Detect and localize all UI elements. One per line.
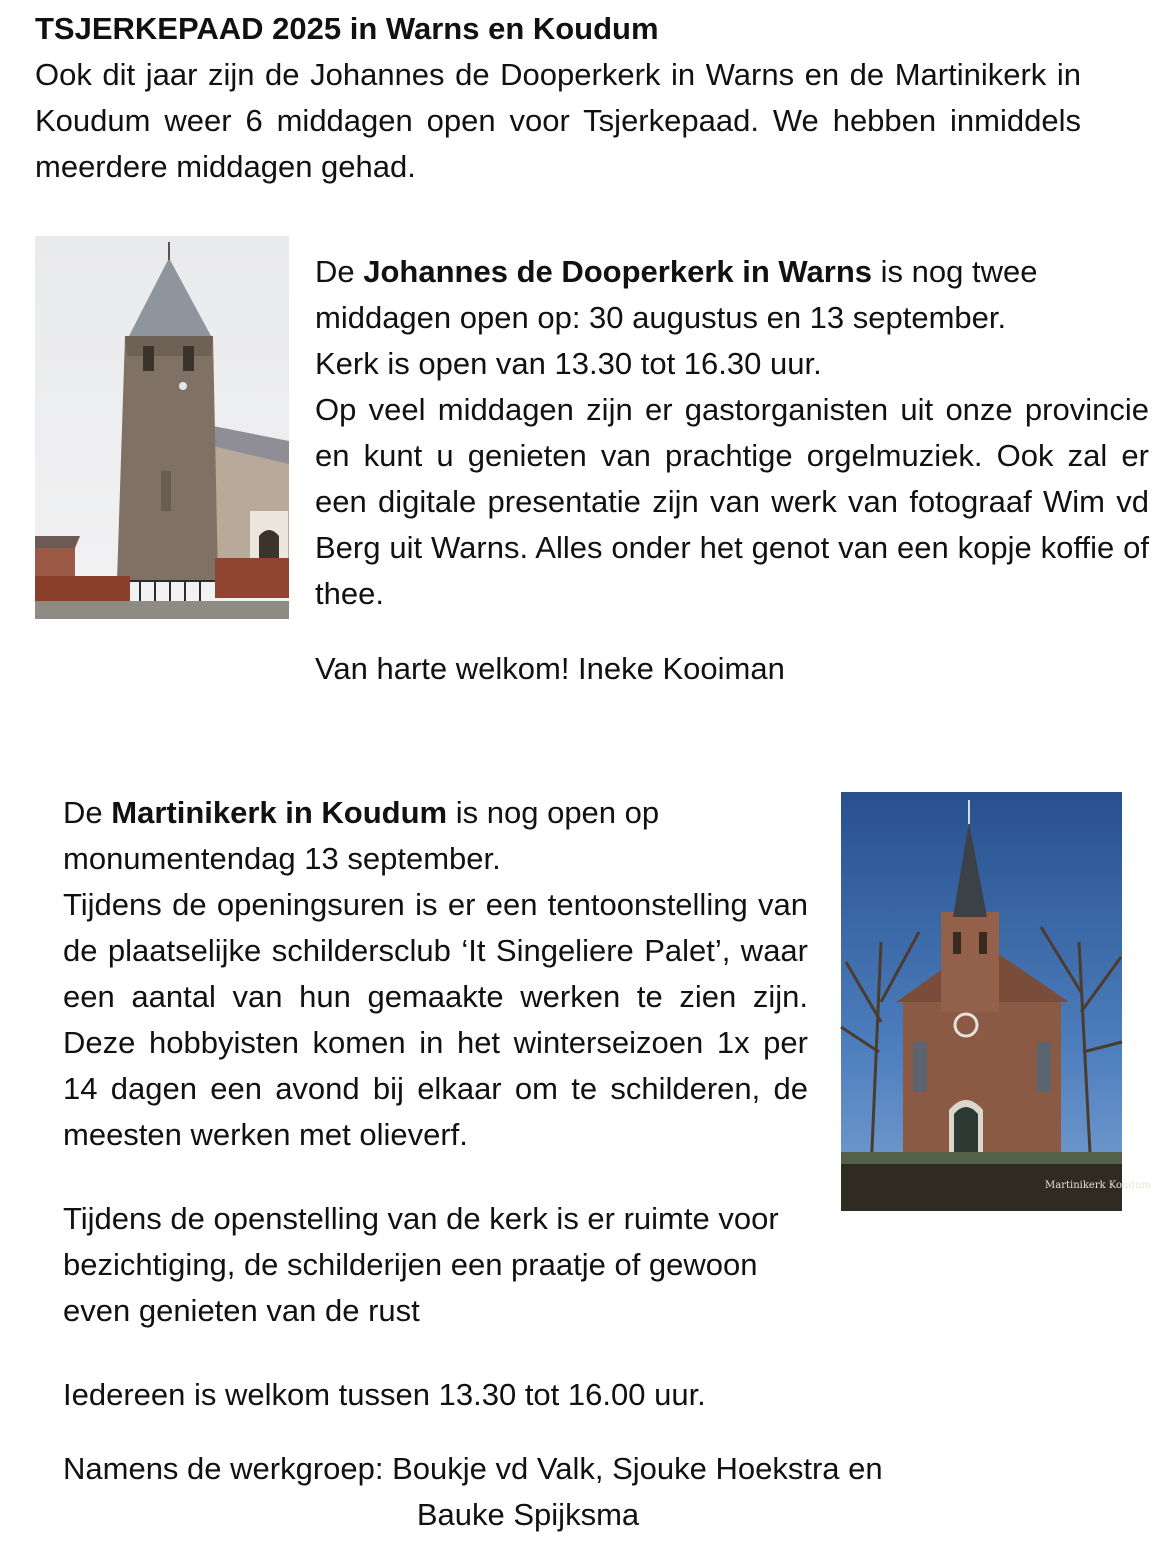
signature bbox=[63, 1446, 993, 1538]
intro-section bbox=[35, 6, 1081, 190]
koudum-lead bbox=[63, 790, 808, 882]
warns-section bbox=[315, 249, 1149, 617]
warns-lead-post: is nog twee middagen open op: 30 augustus en 13 september. bbox=[315, 254, 1038, 335]
koudum-lead-pre: De bbox=[63, 795, 112, 830]
warns-church-photo bbox=[35, 236, 289, 619]
signature-line1: Namens de werkgroep: Boukje vd Valk, Sjouke Hoekstra en bbox=[63, 1451, 883, 1486]
koudum-photo-caption: Martinikerk Koudum bbox=[1045, 1180, 1151, 1191]
warns-welcome: Van harte welkom! Ineke Kooiman bbox=[315, 651, 785, 686]
page-title: TSJERKEPAAD 2025 in Warns en Koudum bbox=[35, 11, 659, 46]
koudum-body: Tijdens de openingsuren is er een tentoonstelling van de plaatselijke schildersclub ‘It Singeliere Palet’, waar een aantal van hun gemaakte werken te zien zijn. Deze hobbyisten komen in het winterseizoen 1x per 14 dagen een avond bij elkaar om te schilderen, de meesten werken met olieverf. bbox=[63, 887, 808, 1152]
koudum-section bbox=[63, 790, 808, 1158]
koudum-extra: Tijdens de openstelling van de kerk is er ruimte voor bezichtiging, de schilderijen een praatje of gewoon even genieten van de rust bbox=[63, 1201, 779, 1328]
warns-hours: Kerk is open van 13.30 tot 16.30 uur. bbox=[315, 346, 822, 381]
intro-paragraph: Ook dit jaar zijn de Johannes de Dooperkerk in Warns en de Martinikerk in Koudum weer 6 middagen open voor Tsjerkepaad. We hebben inmiddels meerdere middagen gehad. bbox=[35, 57, 1081, 184]
warns-lead bbox=[315, 249, 1149, 341]
koudum-church-photo bbox=[841, 792, 1151, 1211]
koudum-church-name: Martinikerk in Koudum bbox=[111, 795, 448, 830]
warns-lead-pre: De bbox=[315, 254, 364, 289]
warns-body: Op veel middagen zijn er gastorganisten uit onze provincie en kunt u genieten van prachtige orgelmuziek. Ook zal er een digitale presentatie zijn van werk van fotograaf Wim vd Berg uit Warns. Alles onder het genot van een kopje koffie of thee. bbox=[315, 392, 1149, 611]
signature-line2: Bauke Spijksma bbox=[416, 1497, 640, 1532]
koudum-lead-post: is nog open op monumentendag 13 september. bbox=[63, 795, 660, 876]
koudum-welcome: Iedereen is welkom tussen 13.30 tot 16.00 uur. bbox=[63, 1377, 706, 1412]
warns-church-name: Johannes de Dooperkerk in Warns bbox=[363, 254, 873, 289]
